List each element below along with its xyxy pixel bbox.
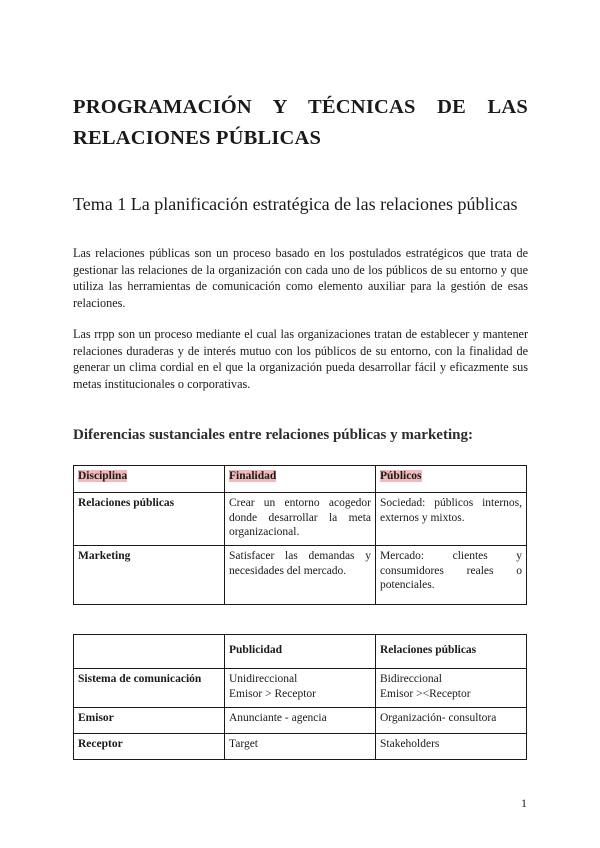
table-cell: Sociedad: públicos internos, externos y mixtos. — [376, 493, 527, 546]
cell-line: Unidireccional — [229, 673, 298, 685]
table-cell: Crear un entorno acogedor donde desarrollar la meta organizacional. — [225, 493, 376, 546]
differences-heading: Diferencias sustanciales entre relaciones públicas y marketing: — [73, 427, 473, 443]
cell-line: Emisor > Receptor — [229, 687, 316, 700]
page-number: 1 — [521, 796, 527, 810]
header-publicos: Públicos — [380, 470, 422, 482]
header-relaciones-publicas: Relaciones públicas — [376, 635, 527, 669]
header-cell — [376, 466, 527, 493]
header-publicidad: Publicidad — [225, 635, 376, 669]
section-title: Tema 1 La planificación estratégica de las relaciones públicas — [73, 194, 518, 214]
row-label: Emisor — [74, 708, 225, 734]
table-row — [74, 734, 527, 760]
table-row — [74, 669, 527, 708]
table-row — [74, 708, 527, 734]
paragraph-process: Las rrpp son un proceso mediante el cual las organizaciones tratan de establecer y mantener relaciones duraderas y de interés mutuo con los públicos de su entorno, con la finalidad de generar un clima cordial en el que la organización pueda desarrollar fácil y eficazmente sus metas institucionales o corporativas. — [73, 327, 528, 391]
rp-vs-marketing-table — [73, 465, 527, 605]
header-cell — [74, 466, 225, 493]
header-cell-empty — [74, 635, 225, 669]
row-label: Relaciones públicas — [74, 493, 225, 546]
cell-line: Emisor ><Receptor — [380, 687, 471, 700]
table-cell: Anunciante - agencia — [225, 708, 376, 734]
cell-line: Bidireccional — [380, 673, 442, 685]
header-finalidad: Finalidad — [229, 470, 277, 482]
paragraph-definition: Las relaciones públicas son un proceso basado en los postulados estratégicos que trata de gestionar las relaciones de la organización con cada uno de los públicos de su entorno y que utiliza las herramientas de comunicación como elemento auxiliar para la gestión de esas relaciones. — [73, 246, 528, 310]
header-disciplina: Disciplina — [78, 470, 128, 482]
table-cell: Mercado: clientes y consumidores reales o potenciales. — [376, 546, 527, 605]
table-cell: Target — [225, 734, 376, 760]
row-label: Receptor — [74, 734, 225, 760]
table-cell: Organización- consultora — [376, 708, 527, 734]
table-header-row — [74, 635, 527, 669]
table-cell — [376, 669, 527, 708]
table-cell: Stakeholders — [376, 734, 527, 760]
table-header-row — [74, 466, 527, 493]
table-row — [74, 546, 527, 605]
row-label: Sistema de comunicación — [74, 669, 225, 708]
row-label: Marketing — [74, 546, 225, 605]
table-cell: Satisfacer las demandas y necesidades del mercado. — [225, 546, 376, 605]
header-cell — [225, 466, 376, 493]
table-cell — [225, 669, 376, 708]
publicidad-vs-rp-table — [73, 634, 527, 760]
table-row — [74, 493, 527, 546]
document-title: PROGRAMACIÓN Y TÉCNICAS DE LAS RELACIONES PÚBLICAS — [73, 96, 528, 149]
